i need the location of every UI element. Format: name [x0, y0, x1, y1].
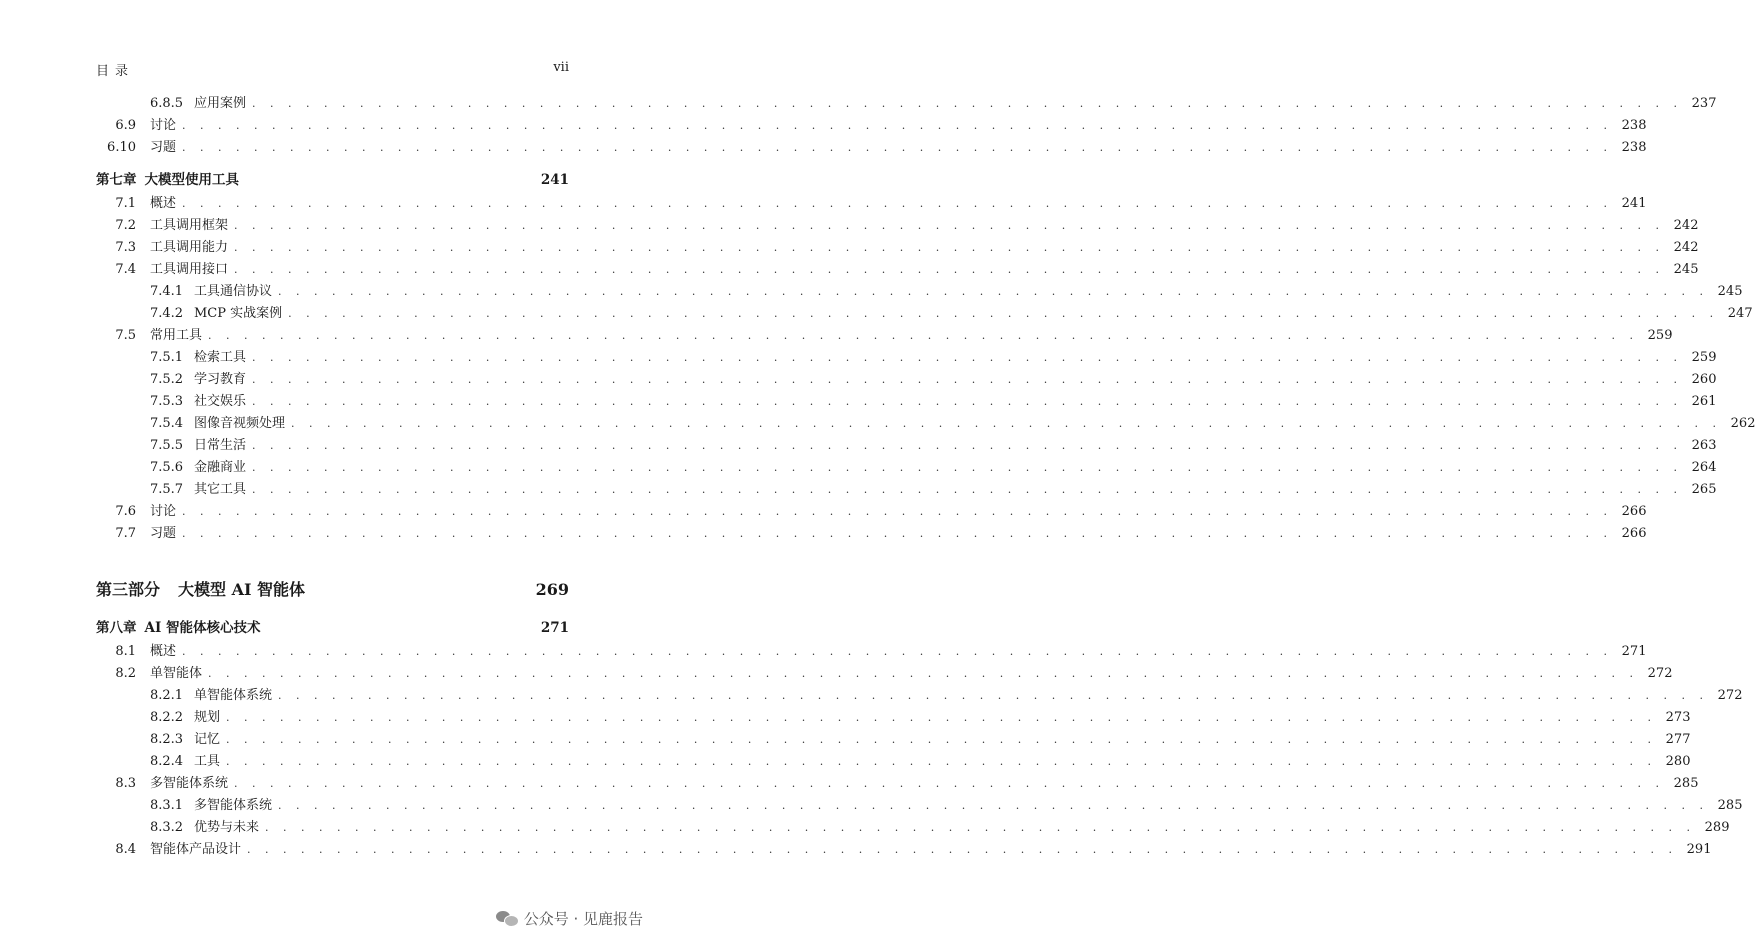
toc-subsection-entry[interactable] [96, 369, 1717, 391]
toc-entry-title: 工具调用能力 [150, 240, 229, 255]
toc-entry-page: 247 [1727, 306, 1753, 321]
toc-chapter-entry[interactable] [96, 615, 569, 641]
toc-entry-number: 6.8.5 [150, 96, 184, 111]
toc-entry-page: 241 [1621, 196, 1647, 211]
toc-entry-number: 6.10 [107, 140, 136, 155]
toc-entry-page: 242 [1673, 218, 1699, 233]
toc-subsection-entry[interactable] [96, 435, 1717, 457]
toc-subsection-entry[interactable] [96, 479, 1717, 501]
toc-subsection-entry[interactable] [96, 347, 1717, 369]
toc-entry-number: 8.2.2 [150, 710, 184, 725]
toc-entry-title: MCP 实战案例 [194, 306, 283, 321]
toc-entry-number: 7.4.1 [150, 284, 184, 299]
toc-entry-page: 266 [1621, 526, 1647, 541]
toc-entry-page: 271 [1621, 644, 1647, 659]
toc-entry-title: 多智能体系统 [150, 776, 229, 791]
toc-entry-number: 8.1 [115, 644, 136, 659]
dot-leader: . . . . . . . . . . . . . . . . . . . . . . . . . . . . . . . . . . . . . . . . . . . . . . . . . . . . . . . . . . . . . . . . . . . . . . . . . . . . . . . . [234, 219, 1665, 232]
toc-entry-page: 271 [540, 620, 569, 636]
toc-entry-title: 工具通信协议 [194, 284, 273, 299]
toc-subsection-entry[interactable] [96, 817, 1730, 839]
toc-entry-title: 应用案例 [194, 96, 247, 111]
toc-entry-page: 280 [1665, 754, 1691, 769]
toc-entry-page: 245 [1717, 284, 1743, 299]
toc-entry-page: 259 [1647, 328, 1673, 343]
toc-entry-title: 讨论 [150, 118, 177, 133]
toc-entry-title: 其它工具 [194, 482, 247, 497]
toc-section-entry[interactable] [96, 115, 1647, 137]
dot-leader: . . . . . . . . . . . . . . . . . . . . . . . . . . . . . . . . . . . . . . . . . . . . . . . . . . . . . . . . . . . . . . . . . . . . . . . . . . . . . . . . [226, 733, 1657, 746]
toc-entry-number: 7.7 [115, 526, 136, 541]
dot-leader: . . . . . . . . . . . . . . . . . . . . . . . . . . . . . . . . . . . . . . . . . . . . . . . . . . . . . . . . . . . . . . . . . . . . . . . . . . . . . . . . [234, 241, 1665, 254]
toc-section-entry[interactable] [96, 663, 1673, 685]
toc-entry-title: 单智能体系统 [194, 688, 273, 703]
toc-entry-title: 常用工具 [150, 328, 203, 343]
toc-subsection-entry[interactable] [96, 93, 1717, 115]
toc-entry-number: 8.4 [115, 842, 136, 857]
toc-entry-number: 7.2 [115, 218, 136, 233]
dot-leader: . . . . . . . . . . . . . . . . . . . . . . . . . . . . . . . . . . . . . . . . . . . . . . . . . . . . . . . . . . . . . . . . . . . . . . . . . . . . . . . . [265, 821, 1696, 834]
toc-entry-page: 277 [1665, 732, 1691, 747]
toc-entry-number: 7.6 [115, 504, 136, 519]
toc-section-entry[interactable] [96, 259, 1699, 281]
toc-entry-page: 245 [1673, 262, 1699, 277]
dot-leader: . . . . . . . . . . . . . . . . . . . . . . . . . . . . . . . . . . . . . . . . . . . . . . . . . . . . . . . . . . . . . . . . . . . . . . . . . . . . . . . . [252, 483, 1683, 496]
toc-entry-title: 工具 [194, 754, 221, 769]
toc-entry-page: 285 [1717, 798, 1743, 813]
dot-leader: . . . . . . . . . . . . . . . . . . . . . . . . . . . . . . . . . . . . . . . . . . . . . . . . . . . . . . . . . . . . . . . . . . . . . . . . . . . . . . . . [234, 777, 1665, 790]
toc-entry-page: 266 [1621, 504, 1647, 519]
toc-entry-title: 记忆 [194, 732, 221, 747]
toc-section-entry[interactable] [96, 193, 1647, 215]
dot-leader: . . . . . . . . . . . . . . . . . . . . . . . . . . . . . . . . . . . . . . . . . . . . . . . . . . . . . . . . . . . . . . . . . . . . . . . . . . . . . . . . [252, 461, 1683, 474]
toc-entry-title: 大模型 AI 智能体 [178, 580, 306, 599]
dot-leader: . . . . . . . . . . . . . . . . . . . . . . . . . . . . . . . . . . . . . . . . . . . . . . . . . . . . . . . . . . . . . . . . . . . . . . . . . . . . . . . . [208, 329, 1639, 342]
toc-section-entry[interactable] [96, 839, 1712, 861]
dot-leader: . . . . . . . . . . . . . . . . . . . . . . . . . . . . . . . . . . . . . . . . . . . . . . . . . . . . . . . . . . . . . . . . . . . . . . . . . . . . . . . . [234, 263, 1665, 276]
toc-entry-title: 习题 [150, 526, 177, 541]
toc-entry-title: 工具调用框架 [150, 218, 229, 233]
toc-entry-number: 7.3 [115, 240, 136, 255]
toc-subsection-entry[interactable] [96, 685, 1743, 707]
toc-entry-page: 259 [1691, 350, 1717, 365]
toc-entry-page: 265 [1691, 482, 1717, 497]
watermark [496, 907, 643, 929]
toc-entry-number: 8.3 [115, 776, 136, 791]
toc-subsection-entry[interactable] [96, 729, 1691, 751]
page-header [96, 60, 569, 80]
toc-entry-title: 规划 [194, 710, 221, 725]
toc-entry-number: 7.4 [115, 262, 136, 277]
toc-entry-page: 264 [1691, 460, 1717, 475]
toc-section-entry[interactable] [96, 237, 1699, 259]
toc-section-entry[interactable] [96, 641, 1647, 663]
toc-entry-page: 269 [535, 580, 569, 599]
toc-entry-number: 8.3.2 [150, 820, 184, 835]
toc-entry-title: 社交娱乐 [194, 394, 247, 409]
dot-leader: . . . . . . . . . . . . . . . . . . . . . . . . . . . . . . . . . . . . . . . . . . . . . . . . . . . . . . . . . . . . . . . . . . . . . . . . . . . . . . . . [182, 645, 1613, 658]
toc-chapter-entry[interactable] [96, 167, 569, 193]
toc-entry-number: 8.2.1 [150, 688, 184, 703]
dot-leader: . . . . . . . . . . . . . . . . . . . . . . . . . . . . . . . . . . . . . . . . . . . . . . . . . . . . . . . . . . . . . . . . . . . . . . . . . . . . . . . . [252, 97, 1683, 110]
toc-entry-number: 7.1 [115, 196, 136, 211]
dot-leader: . . . . . . . . . . . . . . . . . . . . . . . . . . . . . . . . . . . . . . . . . . . . . . . . . . . . . . . . . . . . . . . . . . . . . . . . . . . . . . . . [278, 285, 1709, 298]
dot-leader: . . . . . . . . . . . . . . . . . . . . . . . . . . . . . . . . . . . . . . . . . . . . . . . . . . . . . . . . . . . . . . . . . . . . . . . . . . . . . . . . [252, 439, 1683, 452]
dot-leader: . . . . . . . . . . . . . . . . . . . . . . . . . . . . . . . . . . . . . . . . . . . . . . . . . . . . . . . . . . . . . . . . . . . . . . . . . . . . . . . . [182, 197, 1613, 210]
toc-section-entry[interactable] [96, 773, 1699, 795]
toc-entry-title: 工具调用接口 [150, 262, 229, 277]
toc-entry-page: 241 [540, 172, 569, 188]
toc-entry-number: 6.9 [115, 118, 136, 133]
toc-entry-page: 262 [1730, 416, 1755, 431]
toc-subsection-entry[interactable] [96, 795, 1743, 817]
toc-subsection-entry[interactable] [96, 707, 1691, 729]
toc-subsection-entry[interactable] [96, 751, 1691, 773]
toc-entry-number: 8.2 [115, 666, 136, 681]
toc-entry-page: 273 [1665, 710, 1691, 725]
dot-leader: . . . . . . . . . . . . . . . . . . . . . . . . . . . . . . . . . . . . . . . . . . . . . . . . . . . . . . . . . . . . . . . . . . . . . . . . . . . . . . . . [182, 141, 1613, 154]
dot-leader: . . . . . . . . . . . . . . . . . . . . . . . . . . . . . . . . . . . . . . . . . . . . . . . . . . . . . . . . . . . . . . . . . . . . . . . . . . . . . . . . [291, 417, 1722, 430]
toc-entry-title: 大模型使用工具 [144, 172, 239, 188]
toc-section-entry[interactable] [96, 215, 1699, 237]
toc-entry-title: AI 智能体核心技术 [144, 620, 261, 636]
toc-entry-title: 优势与未来 [194, 820, 260, 835]
dot-leader: . . . . . . . . . . . . . . . . . . . . . . . . . . . . . . . . . . . . . . . . . . . . . . . . . . . . . . . . . . . . . . . . . . . . . . . . . . . . . . . . [182, 527, 1613, 540]
toc-entry-page: 238 [1621, 140, 1647, 155]
toc-entry-number: 7.5.2 [150, 372, 184, 387]
dot-leader: . . . . . . . . . . . . . . . . . . . . . . . . . . . . . . . . . . . . . . . . . . . . . . . . . . . . . . . . . . . . . . . . . . . . . . . . . . . . . . . . [252, 395, 1683, 408]
dot-leader: . . . . . . . . . . . . . . . . . . . . . . . . . . . . . . . . . . . . . . . . . . . . . . . . . . . . . . . . . . . . . . . . . . . . . . . . . . . . . . . . [182, 505, 1613, 518]
dot-leader: . . . . . . . . . . . . . . . . . . . . . . . . . . . . . . . . . . . . . . . . . . . . . . . . . . . . . . . . . . . . . . . . . . . . . . . . . . . . . . . . [247, 843, 1678, 856]
toc-section-entry[interactable] [96, 523, 1647, 545]
toc-entry-page: 285 [1673, 776, 1699, 791]
toc-entry-title: 多智能体系统 [194, 798, 273, 813]
toc-entry-page: 260 [1691, 372, 1717, 387]
toc-entry-page: 291 [1686, 842, 1712, 857]
toc-entry-title: 概述 [150, 644, 177, 659]
toc-section-entry[interactable] [96, 325, 1673, 347]
toc-entry-number: 7.5 [115, 328, 136, 343]
toc-subsection-entry[interactable] [96, 303, 1753, 325]
toc-entry-page: 289 [1704, 820, 1730, 835]
toc-part-entry[interactable] [96, 573, 569, 607]
toc-entry-page: 272 [1647, 666, 1673, 681]
toc-entry-title: 学习教育 [194, 372, 247, 387]
toc-entry-number: 第八章 [96, 620, 137, 636]
toc-entry-title: 智能体产品设计 [150, 842, 242, 857]
toc-entry-number: 7.5.7 [150, 482, 184, 497]
watermark-text: 公众号 · 见鹿报告 [523, 909, 643, 928]
toc-entry-number: 8.2.4 [150, 754, 184, 769]
toc-entry-title: 图像音视频处理 [194, 416, 286, 431]
toc-section-entry[interactable] [96, 501, 1647, 523]
dot-leader: . . . . . . . . . . . . . . . . . . . . . . . . . . . . . . . . . . . . . . . . . . . . . . . . . . . . . . . . . . . . . . . . . . . . . . . . . . . . . . . . [208, 667, 1639, 680]
toc-subsection-entry[interactable] [96, 413, 1755, 435]
toc-subsection-entry[interactable] [96, 457, 1717, 479]
toc-entry-number: 8.2.3 [150, 732, 184, 747]
toc-entry-number: 8.3.1 [150, 798, 184, 813]
toc-entry-page: 263 [1691, 438, 1717, 453]
toc-section-entry[interactable] [96, 137, 1647, 159]
toc-entry-title: 金融商业 [194, 460, 247, 475]
dot-leader: . . . . . . . . . . . . . . . . . . . . . . . . . . . . . . . . . . . . . . . . . . . . . . . . . . . . . . . . . . . . . . . . . . . . . . . . . . . . . . . . [252, 351, 1683, 364]
toc-entry-title: 日常生活 [194, 438, 247, 453]
toc-entry-page: 242 [1673, 240, 1699, 255]
toc-subsection-entry[interactable] [96, 281, 1743, 303]
dot-leader: . . . . . . . . . . . . . . . . . . . . . . . . . . . . . . . . . . . . . . . . . . . . . . . . . . . . . . . . . . . . . . . . . . . . . . . . . . . . . . . . [226, 755, 1657, 768]
table-of-contents [96, 93, 1755, 861]
running-title: 目录 [96, 64, 135, 79]
dot-leader: . . . . . . . . . . . . . . . . . . . . . . . . . . . . . . . . . . . . . . . . . . . . . . . . . . . . . . . . . . . . . . . . . . . . . . . . . . . . . . . . [278, 689, 1709, 702]
toc-entry-number: 7.5.3 [150, 394, 184, 409]
toc-entry-number: 7.4.2 [150, 306, 184, 321]
dot-leader: . . . . . . . . . . . . . . . . . . . . . . . . . . . . . . . . . . . . . . . . . . . . . . . . . . . . . . . . . . . . . . . . . . . . . . . . . . . . . . . . [278, 799, 1709, 812]
toc-entry-number: 第七章 [96, 172, 137, 188]
toc-entry-title: 单智能体 [150, 666, 203, 681]
dot-leader: . . . . . . . . . . . . . . . . . . . . . . . . . . . . . . . . . . . . . . . . . . . . . . . . . . . . . . . . . . . . . . . . . . . . . . . . . . . . . . . . [226, 711, 1657, 724]
toc-entry-title: 概述 [150, 196, 177, 211]
toc-entry-number: 7.5.4 [150, 416, 184, 431]
page-number: vii [553, 60, 569, 75]
toc-entry-page: 238 [1621, 118, 1647, 133]
wechat-icon [496, 909, 518, 927]
toc-entry-title: 讨论 [150, 504, 177, 519]
toc-entry-page: 237 [1691, 96, 1717, 111]
dot-leader: . . . . . . . . . . . . . . . . . . . . . . . . . . . . . . . . . . . . . . . . . . . . . . . . . . . . . . . . . . . . . . . . . . . . . . . . . . . . . . . . [182, 119, 1613, 132]
dot-leader: . . . . . . . . . . . . . . . . . . . . . . . . . . . . . . . . . . . . . . . . . . . . . . . . . . . . . . . . . . . . . . . . . . . . . . . . . . . . . . . . [288, 307, 1719, 320]
toc-entry-number: 7.5.5 [150, 438, 184, 453]
toc-entry-number: 7.5.6 [150, 460, 184, 475]
toc-entry-number: 第三部分 [96, 580, 161, 599]
toc-subsection-entry[interactable] [96, 391, 1717, 413]
toc-entry-title: 习题 [150, 140, 177, 155]
toc-entry-page: 261 [1691, 394, 1717, 409]
toc-entry-title: 检索工具 [194, 350, 247, 365]
toc-entry-number: 7.5.1 [150, 350, 184, 365]
dot-leader: . . . . . . . . . . . . . . . . . . . . . . . . . . . . . . . . . . . . . . . . . . . . . . . . . . . . . . . . . . . . . . . . . . . . . . . . . . . . . . . . [252, 373, 1683, 386]
toc-entry-page: 272 [1717, 688, 1743, 703]
